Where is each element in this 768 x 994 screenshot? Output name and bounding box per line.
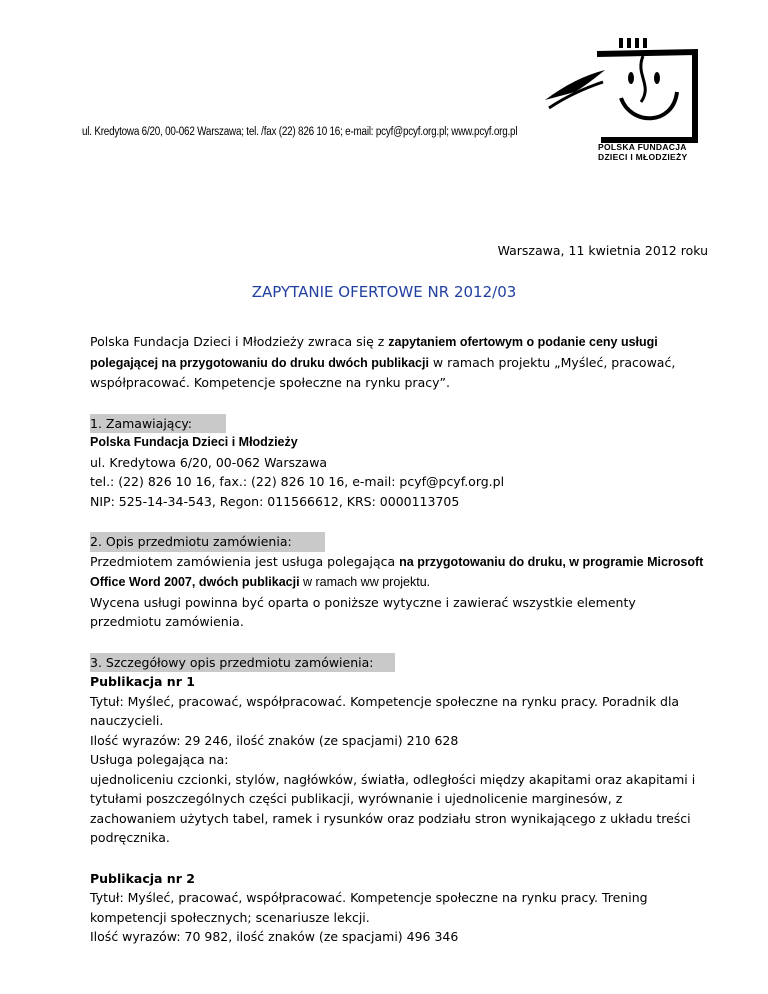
pub1-title: Tytuł: Myśleć, pracować, współpracować. Kompetencje społeczne na rynku pracy. Poradnik dla nauczycieli. — [90, 693, 680, 728]
org-ids: NIP: 525-14-34-543, Regon: 011566612, KRS: 0000113705 — [90, 493, 460, 509]
pub2-title: Tytuł: Myśleć, pracować, współpracować. Kompetencje społeczne na rynku pracy. Trening kompetencji społecznych; scenariusze lekcji. — [90, 890, 648, 925]
header-address: ul. Kredytowa 6/20, 00-062 Warszawa; tel. /fax (22) 826 10 16; e-mail: pcyf@pcyf.org.pl; www.pcyf.org.pl — [82, 126, 518, 138]
section-2-heading: 2. Opis przedmiotu zamówienia: — [90, 532, 325, 552]
document-date: Warszawa, 11 kwietnia 2012 roku — [497, 243, 708, 258]
pub1-count: Ilość wyrazów: 29 246, ilość znaków (ze spacjami) 210 628 — [90, 732, 459, 748]
document-title: ZAPYTANIE OFERTOWE NR 2012/03 — [251, 283, 517, 301]
section-1-heading: 1. Zamawiający: — [90, 414, 226, 434]
pub1-service: Usługa polegająca na: — [90, 752, 229, 767]
org-street: ul. Kredytowa 6/20, 00-062 Warszawa — [90, 454, 328, 470]
section-2-note: Wycena usługi powinna być oparta o poniższe wytyczne i zawierać wszystkie elementy przedmiotu zamówienia. — [90, 594, 636, 629]
document-body — [90, 332, 705, 947]
pub2-label: Publikacja nr 2 — [90, 870, 195, 886]
section-2-text: Przedmiotem zamówienia jest usługa polegająca na przygotowaniu do druku, w programie Microsoft Office Word 2007, dwóch publikacji w ramach ww projektu. — [90, 553, 704, 589]
org-name: Polska Fundacja Dzieci i Młodzieży — [90, 435, 298, 449]
logo-text: POLSKA FUNDACJA DZIECI I MŁODZIEŻY — [598, 142, 688, 162]
section-3-heading: 3. Szczegółowy opis przedmiotu zamówienia: — [90, 653, 395, 673]
pub1-details: ujednoliceniu czcionki, stylów, nagłówków, światła, odległości między akapitami oraz akapitami i tytułami poszczególnych części publikacji, wyrównanie i ujednolicenie marginesów, z zachowaniem użytych tabel, ramek i rysunków oraz podziału stron wynikającego z układu treści podręcznika. — [90, 771, 696, 845]
org-contact: tel.: (22) 826 10 16, fax.: (22) 826 10 16, e-mail: pcyf@pcyf.org.pl — [90, 474, 505, 489]
pub2-count: Ilość wyrazów: 70 982, ilość znaków (ze spacjami) 496 346 — [90, 929, 459, 944]
pub1-label: Publikacja nr 1 — [90, 674, 195, 689]
intro-paragraph: Polska Fundacja Dzieci i Młodzieży zwraca się z zapytaniem ofertowym o podanie ceny usługi polegającej na przygotowaniu do druku dwóch publikacji w ramach projektu „Myśleć, pracować, współpracować. Kompetencje społeczne na rynku pracy”. — [90, 334, 676, 390]
